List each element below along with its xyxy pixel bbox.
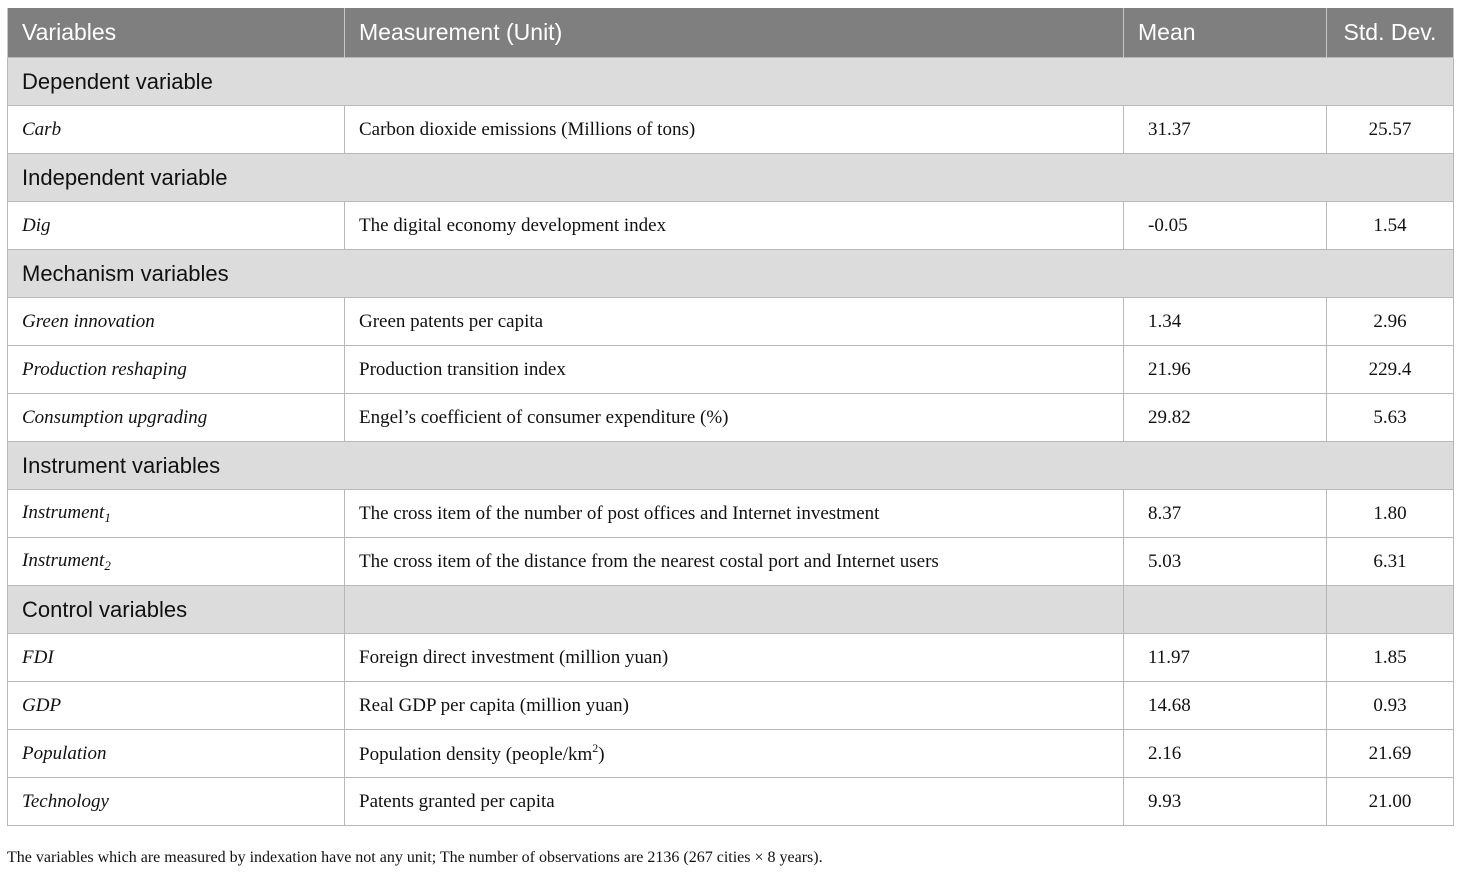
measurement-cell: Production transition index — [345, 346, 1124, 394]
mean-cell: 21.96 — [1124, 346, 1327, 394]
variable-name-text: Instrument — [22, 501, 105, 523]
section-row-dependent — [8, 58, 1454, 106]
section-row-independent — [8, 154, 1454, 202]
mean-cell: 8.37 — [1124, 490, 1327, 538]
variable-name: FDI — [8, 634, 345, 682]
table-row — [8, 682, 1454, 730]
variable-name: Population — [8, 730, 345, 778]
variable-name: Production reshaping — [8, 346, 345, 394]
header-std-dev: Std. Dev. — [1327, 8, 1454, 58]
measurement-cell — [345, 730, 1124, 778]
table-row — [8, 730, 1454, 778]
section-empty-cell — [1124, 586, 1327, 634]
header-measurement: Measurement (Unit) — [345, 8, 1124, 58]
mean-cell: 1.34 — [1124, 298, 1327, 346]
measurement-cell: Foreign direct investment (million yuan) — [345, 634, 1124, 682]
variable-name: GDP — [8, 682, 345, 730]
measurement-cell: Carbon dioxide emissions (Millions of tons) — [345, 106, 1124, 154]
variable-name: Consumption upgrading — [8, 394, 345, 442]
section-label-mechanism: Mechanism variables — [8, 250, 1454, 298]
header-mean: Mean — [1124, 8, 1327, 58]
std-dev-cell: 6.31 — [1327, 538, 1454, 586]
measurement-cell: Green patents per capita — [345, 298, 1124, 346]
measurement-cell: The cross item of the number of post offices and Internet investment — [345, 490, 1124, 538]
std-dev-cell: 229.4 — [1327, 346, 1454, 394]
measurement-cell: Engel’s coefficient of consumer expenditure (%) — [345, 394, 1124, 442]
variable-name — [8, 490, 345, 538]
measurement-text: Population density (people/km — [359, 744, 593, 765]
std-dev-cell: 21.00 — [1327, 778, 1454, 826]
section-label-dependent: Dependent variable — [8, 58, 1454, 106]
header-variables: Variables — [8, 8, 345, 58]
mean-cell: 9.93 — [1124, 778, 1327, 826]
mean-cell: 14.68 — [1124, 682, 1327, 730]
measurement-cell: The cross item of the distance from the nearest costal port and Internet users — [345, 538, 1124, 586]
section-row-instrument — [8, 442, 1454, 490]
variables-table — [7, 8, 1454, 826]
table-row — [8, 778, 1454, 826]
variable-subscript: 2 — [104, 557, 111, 573]
variable-name: Green innovation — [8, 298, 345, 346]
section-empty-cell — [1327, 586, 1454, 634]
variables-table-container — [7, 8, 1453, 826]
mean-cell: -0.05 — [1124, 202, 1327, 250]
mean-cell: 11.97 — [1124, 634, 1327, 682]
table-row — [8, 202, 1454, 250]
section-empty-cell — [345, 586, 1124, 634]
std-dev-cell: 5.63 — [1327, 394, 1454, 442]
measurement-superscript: 2 — [592, 741, 599, 755]
mean-cell: 5.03 — [1124, 538, 1327, 586]
mean-cell: 31.37 — [1124, 106, 1327, 154]
variable-name-text: Instrument — [22, 549, 105, 571]
mean-cell: 29.82 — [1124, 394, 1327, 442]
variable-subscript: 1 — [104, 509, 111, 525]
section-row-control — [8, 586, 1454, 634]
section-label-independent: Independent variable — [8, 154, 1454, 202]
table-header-row — [8, 8, 1454, 58]
variable-name: Dig — [8, 202, 345, 250]
std-dev-cell: 1.80 — [1327, 490, 1454, 538]
table-row — [8, 634, 1454, 682]
table-row — [8, 106, 1454, 154]
measurement-cell: The digital economy development index — [345, 202, 1124, 250]
std-dev-cell: 21.69 — [1327, 730, 1454, 778]
table-footnote: The variables which are measured by indexation have not any unit; The number of observations are 2136 (267 cities × 8 years). — [7, 849, 823, 866]
table-row — [8, 394, 1454, 442]
table-row — [8, 346, 1454, 394]
std-dev-cell: 0.93 — [1327, 682, 1454, 730]
std-dev-cell: 1.54 — [1327, 202, 1454, 250]
table-row — [8, 490, 1454, 538]
measurement-cell: Real GDP per capita (million yuan) — [345, 682, 1124, 730]
variable-name: Carb — [8, 106, 345, 154]
std-dev-cell: 2.96 — [1327, 298, 1454, 346]
table-row — [8, 298, 1454, 346]
mean-cell: 2.16 — [1124, 730, 1327, 778]
measurement-text-end: ) — [598, 744, 605, 765]
variable-name: Technology — [8, 778, 345, 826]
variable-name — [8, 538, 345, 586]
std-dev-cell: 1.85 — [1327, 634, 1454, 682]
section-row-mechanism — [8, 250, 1454, 298]
table-row — [8, 538, 1454, 586]
section-label-control: Control variables — [8, 586, 345, 634]
std-dev-cell: 25.57 — [1327, 106, 1454, 154]
measurement-cell: Patents granted per capita — [345, 778, 1124, 826]
section-label-instrument: Instrument variables — [8, 442, 1454, 490]
